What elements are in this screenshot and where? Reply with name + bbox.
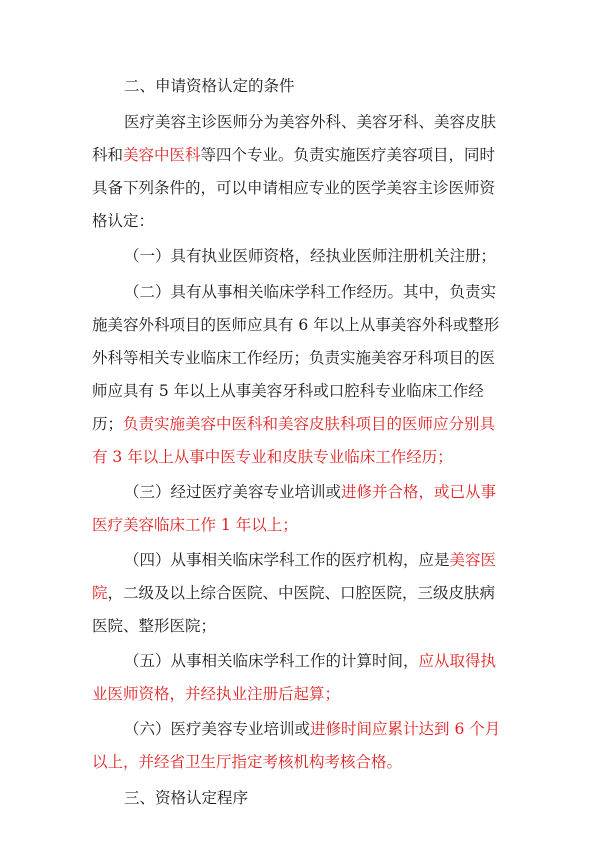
list-item-3 [124,480,496,504]
list-item-1 [124,244,496,268]
paragraph-line [92,313,499,337]
text-segment: （四）从事相关临床学科工作的医疗机构，应是 [124,551,450,569]
paragraph-line [124,110,496,134]
text-segment: （五）从事相关临床学科工作的计算时间， [124,652,419,670]
text-segment: 历； [92,415,124,433]
section-heading-procedure [124,786,248,810]
paragraph-line [92,143,495,167]
highlighted-text: 院 [92,584,108,602]
highlighted-text: 美容中医科 [123,146,201,164]
text-segment: 二、申请资格认定的条件 [124,77,295,95]
list-item-2 [124,280,496,304]
paragraph-line [92,209,154,233]
highlighted-text: 以上，并经省卫生厅指定考核机构考核合格。 [92,753,403,771]
paragraph-line [92,614,216,638]
text-segment: 外科等相关专业临床工作经历；负责实施美容牙科项目的医 [92,349,496,367]
text-segment: 施美容外科项目的医师应具有 6 年以上从事美容外科或整形 [92,316,500,334]
text-segment: （六）医疗美容专业培训或 [124,720,311,738]
text-segment: 三、资格认定程序 [124,789,249,807]
text-segment: （一）具有执业医师资格，经执业医师注册机关注册； [124,247,497,265]
paragraph-line [92,445,453,469]
list-item-4 [124,548,496,572]
text-segment: 医疗美容主诊医师分为美容外科、美容牙科、美容皮肤 [124,113,497,131]
text-segment: 格认定： [92,212,155,230]
text-segment: （二）具有从事相关临床学科工作经历。其中，负责实 [124,283,497,301]
text-segment: 医院、整形医院； [92,617,217,635]
highlighted-text: 美容医 [449,551,497,569]
paragraph-line [92,176,495,200]
paragraph-line [92,581,495,605]
highlighted-text: 负责实施美容中医科和美容皮肤科项目的医师应分别具 [123,415,496,433]
highlighted-text: 有 3 年以上从事中医专业和皮肤专业临床工作经历； [92,448,453,466]
paragraph-line [92,379,484,403]
highlighted-text: 医疗美容临床工作 1 年以上； [92,516,298,534]
highlighted-text: 进修时间应累计达到 6 个月 [310,720,501,738]
text-segment: 师应具有 5 年以上从事美容牙科或口腔科专业临床工作经 [92,382,484,400]
paragraph-line [92,750,402,774]
text-segment: ，二级及以上综合医院、中医院、口腔医院，三级皮肤病 [107,584,496,602]
highlighted-text: 业医师资格，并经执业注册后起算； [92,685,341,703]
text-segment: 等四个专业。负责实施医疗美容项目，同时 [200,146,496,164]
paragraph-line [92,412,495,436]
highlighted-text: 应从取得执 [418,652,497,670]
section-heading-conditions [124,74,295,98]
text-segment: （三）经过医疗美容专业培训或 [124,483,342,501]
text-segment: 具备下列条件的，可以申请相应专业的医学美容主诊医师资 [92,179,496,197]
paragraph-line [92,682,340,706]
paragraph-line [92,346,495,370]
highlighted-text: 进修并合格，或已从事 [341,483,497,501]
list-item-6 [124,717,500,741]
text-segment: 科和 [92,146,124,164]
paragraph-line [92,513,298,537]
list-item-5 [124,649,496,673]
